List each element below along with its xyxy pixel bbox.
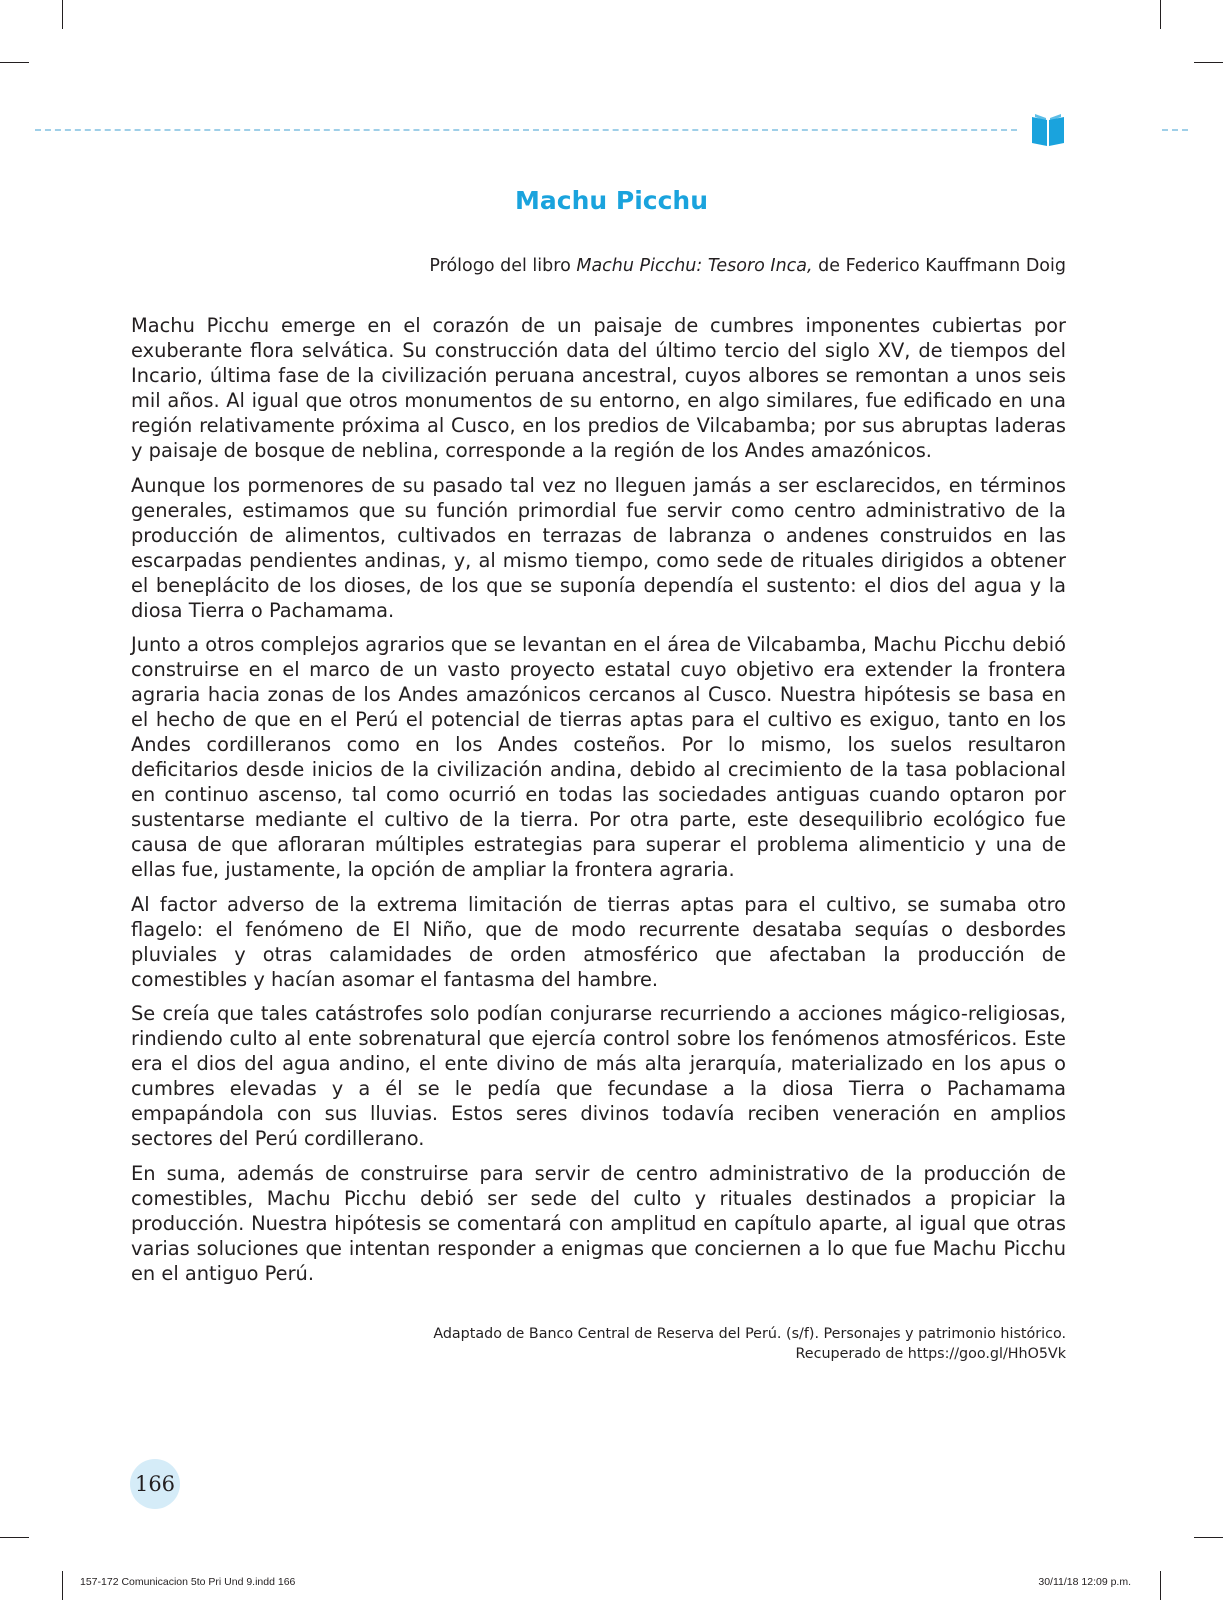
header-dashed-line — [35, 129, 1017, 131]
paragraph-3: Junto a otros complejos agrarios que se levantan en el área de Vilcabamba, Machu Picchu debió construirse en el marco de un vasto proyecto estatal cuyo objetivo era extender la frontera agraria hacia zonas de los Andes amazónicos cercanos al Cusco. Nuestra hipótesis se basa en el hecho de que en el Perú el potencial de tierras aptas para el cultivo es exiguo, tanto en los Andes cordilleranos como en los Andes costeños. Por lo mismo, los suelos resultaron deficitarios desde inicios de la civilización andina, debido al crecimiento de la tasa poblacional en continuo ascenso, tal como ocurrió en todas las sociedades antiguas cuando optaron por sustentarse mediante el cultivo de la tierra. Por otra parte, este desequilibrio ecológico fue causa de que afloraran múltiples estrategias para superar el problema alimenticio y una de ellas fue, justamente, la opción de ampliar la frontera agraria. — [131, 633, 1066, 881]
slug-file-info: 157-172 Comunicacion 5to Pri Und 9.indd 166 — [80, 1576, 296, 1588]
subtitle-prefix: Prólogo del libro — [429, 256, 577, 276]
source-citation — [433, 1324, 1066, 1364]
crop-mark-top-left-h — [0, 62, 29, 63]
crop-mark-bottom-left-v — [62, 1571, 63, 1600]
body-text — [131, 313, 1066, 1295]
subtitle-book: Machu Picchu: Tesoro Inca, — [576, 256, 813, 276]
crop-mark-bottom-right-h — [1194, 1537, 1223, 1538]
source-line-1: Adaptado de Banco Central de Reserva del Perú. (s/f). Personajes y patrimonio histórico. — [433, 1326, 1066, 1342]
paragraph-4: Al factor adverso de la extrema limitación de tierras aptas para el cultivo, se sumaba otro flagelo: el fenómeno de El Niño, que de modo recurrente desataba sequías o desbordes pluviales y otras calamidades de orden atmosférico que afectaban la producción de comestibles y hacían asomar el fantasma del hambre. — [131, 892, 1066, 991]
open-book-icon — [1030, 113, 1066, 147]
paragraph-1: Machu Picchu emerge en el corazón de un paisaje de cumbres imponentes cubiertas por exuberante flora selvática. Su construcción data del último tercio del siglo XV, de tiempos del Incario, última fase de la civilización peruana ancestral, cuyos albores se remontan a unos seis mil años. Al igual que otros monumentos de su entorno, en algo similares, fue edificado en una región relativamente próxima al Cusco, en los predios de Vilcabamba; por sus abruptas laderas y paisaje de bosque de neblina, corresponde a la región de los Andes amazónicos. — [131, 314, 1066, 462]
page-title: Machu Picchu — [515, 186, 708, 215]
crop-mark-top-right-h — [1194, 62, 1223, 63]
paragraph-2: Aunque los pormenores de su pasado tal vez no lleguen jamás a ser esclarecidos, en términos generales, estimamos que su función primordial fue servir como centro administrativo de la producción de alimentos, cultivados en terrazas de labranza o andenes construidos en las escarpadas pendientes andinas, y, al mismo tiempo, como sede de rituales dirigidos a obtener el beneplácito de los dioses, de los que se suponía dependía el sustento: el dios del agua y la diosa Tierra o Pachamama. — [131, 473, 1066, 622]
page-number: 166 — [130, 1459, 180, 1509]
crop-mark-bottom-left-h — [0, 1537, 29, 1538]
source-line-2: Recuperado de https://goo.gl/HhO5Vk — [795, 1346, 1066, 1362]
header-dashed-line-right — [1162, 129, 1188, 131]
crop-mark-top-left-v — [62, 0, 63, 29]
subtitle-suffix: de Federico Kauffmann Doig — [812, 256, 1066, 276]
paragraph-5: Se creía que tales catástrofes solo podían conjurarse recurriendo a acciones mágico-religiosas, rindiendo culto al ente sobrenatural que ejercía control sobre los fenómenos atmosféricos. Este era el dios del agua andino, el ente divino de más alta jerarquía, materializado en los apus o cumbres elevadas y a él se le pedía que fecundase a la diosa Tierra o Pachamama empapándola con sus lluvias. Estos seres divinos todavía reciben veneración en amplios sectores del Perú cordillerano. — [131, 1002, 1066, 1150]
slug-date: 30/11/18 12:09 p.m. — [1038, 1576, 1131, 1588]
crop-mark-bottom-right-v — [1160, 1571, 1161, 1600]
crop-mark-top-right-v — [1160, 0, 1161, 29]
subtitle — [429, 256, 1066, 276]
paragraph-6: En suma, además de construirse para servir de centro administrativo de la producción de comestibles, Machu Picchu debió ser sede del culto y rituales destinados a propiciar la producción. Nuestra hipótesis se comentará con amplitud en capítulo aparte, al igual que otras varias soluciones que intentan responder a enigmas que conciernen a lo que fue Machu Picchu en el antiguo Perú. — [131, 1161, 1066, 1285]
